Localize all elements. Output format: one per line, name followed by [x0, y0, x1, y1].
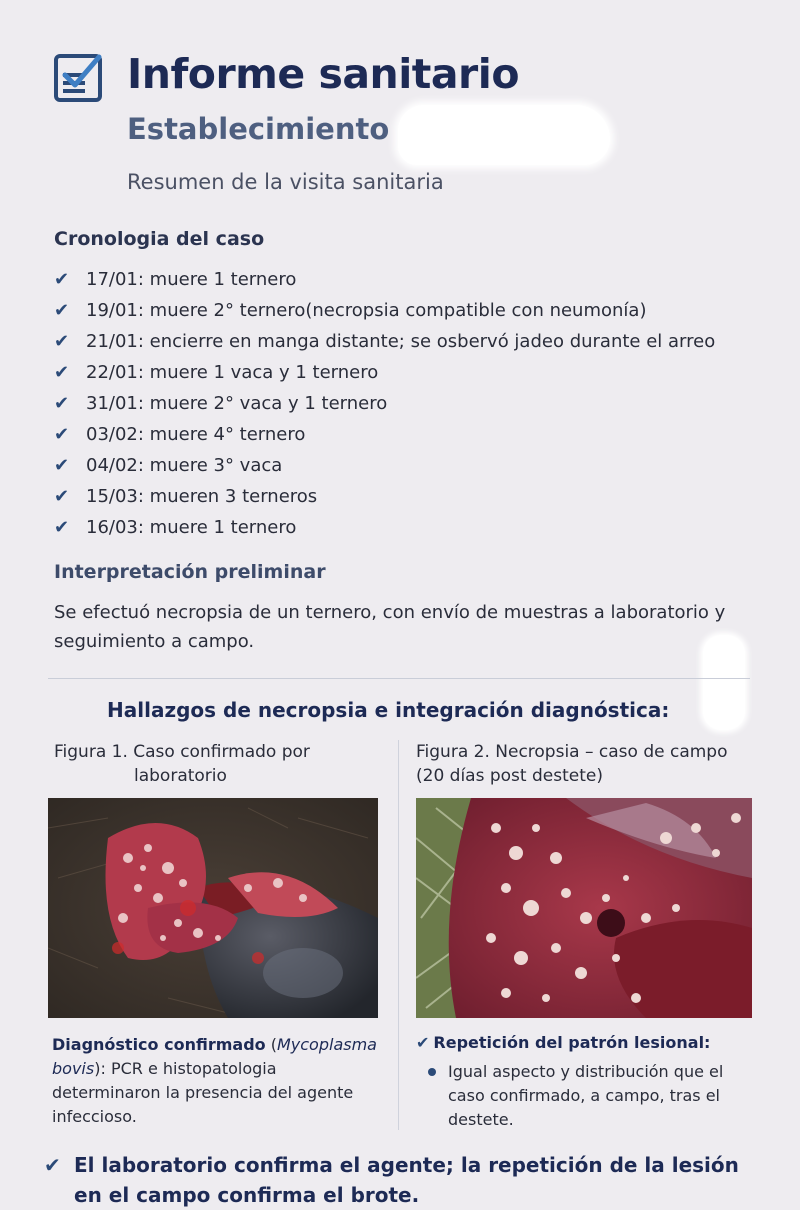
timeline-item [54, 514, 715, 545]
timeline-date: 19/01: [86, 300, 144, 321]
check-icon: ✔ [54, 300, 70, 321]
repetition-heading [416, 1033, 710, 1052]
timeline-date: 31/01: [86, 393, 144, 414]
timeline-heading: Cronologia del caso [54, 228, 265, 250]
check-icon: ✔ [44, 1153, 61, 1177]
findings-heading: Hallazgos de necropsia e integración diagnóstica: [107, 698, 670, 722]
interpretation-heading: Interpretación preliminar [54, 561, 326, 583]
timeline-text: muere 1 ternero [149, 517, 297, 538]
figure2-caption-line1: Figura 2. Necropsia – caso de campo [416, 742, 728, 762]
timeline-text: muere 2° ternero(necropsia compatible con neumonía) [149, 300, 647, 321]
timeline-date: 22/01: [86, 362, 144, 383]
conclusion-line1: El laboratorio confirma el agente; la repetición de la lesión [74, 1153, 739, 1177]
section-divider [48, 678, 750, 679]
check-icon: ✔ [54, 362, 70, 383]
diagnosis-label: Diagnóstico confirmado [52, 1035, 266, 1054]
repetition-title: Repetición del patrón lesional: [433, 1033, 711, 1052]
timeline-date: 21/01: [86, 331, 144, 352]
check-icon: ✔ [54, 424, 70, 445]
checkbox-icon [53, 53, 103, 103]
timeline-item [54, 359, 715, 390]
figure1-caption [54, 740, 310, 788]
figure1-caption-line1: Figura 1. Caso confirmado por [54, 742, 310, 762]
check-icon: ✔ [54, 486, 70, 507]
timeline-item [54, 452, 715, 483]
establishment-name: Establecimiento [127, 112, 390, 146]
figure1-caption-line2: laboratorio [134, 766, 227, 786]
timeline-item [54, 390, 715, 421]
timeline-date: 03/02: [86, 424, 144, 445]
check-icon: ✔ [54, 331, 70, 352]
timeline-date: 17/01: [86, 269, 144, 290]
redaction-mark [703, 635, 745, 730]
check-icon: ✔ [416, 1033, 430, 1052]
timeline-list [54, 266, 715, 545]
timeline-text: muere 4° ternero [149, 424, 306, 445]
timeline-text: muere 2° vaca y 1 ternero [149, 393, 388, 414]
timeline-item [54, 421, 715, 452]
necropsy-photo-field [416, 798, 752, 1018]
visit-summary: Resumen de la visita sanitaria [127, 170, 444, 194]
conclusion [44, 1150, 794, 1210]
diagnosis-paren-close: ): [94, 1059, 106, 1078]
conclusion-line2: en el campo confirma el brote. [74, 1183, 420, 1207]
check-icon: ✔ [54, 393, 70, 414]
check-icon: ✔ [54, 269, 70, 290]
interpretation-text: Se efectuó necropsia de un ternero, con envío de muestras a laboratorio y seguimiento a campo. [54, 602, 726, 652]
diagnosis-paren-open: ( [270, 1035, 277, 1054]
repetition-bullet [428, 1060, 748, 1132]
timeline-date: 16/03: [86, 517, 144, 538]
timeline-date: 04/02: [86, 455, 144, 476]
timeline-text: mueren 3 terneros [149, 486, 318, 507]
timeline-item [54, 328, 715, 359]
timeline-item [54, 483, 715, 514]
timeline-text: muere 1 ternero [149, 269, 297, 290]
timeline-text: muere 3° vaca [149, 455, 283, 476]
timeline-text: encierre en manga distante; se osbervó jadeo durante el arreo [149, 331, 716, 352]
timeline-text: muere 1 vaca y 1 ternero [149, 362, 379, 383]
diagnosis-agent: Mycoplasma bovis [52, 1035, 377, 1078]
timeline-item [54, 297, 715, 328]
figure2-caption [416, 740, 728, 788]
figure2-caption-line2: (20 días post destete) [416, 766, 603, 786]
redaction-mark [398, 105, 610, 165]
timeline-date: 15/03: [86, 486, 144, 507]
column-divider [398, 740, 399, 1130]
check-icon: ✔ [54, 455, 70, 476]
bullet-icon [428, 1068, 436, 1076]
check-icon: ✔ [54, 517, 70, 538]
timeline-item [54, 266, 715, 297]
repetition-text: Igual aspecto y distribución que el caso confirmado, a campo, tras el destete. [448, 1062, 724, 1129]
diagnosis-detail: PCR e histopatologia determinaron la presencia del agente infeccioso. [52, 1059, 354, 1126]
page-title: Informe sanitario [127, 50, 519, 98]
necropsy-photo-confirmed [48, 798, 378, 1018]
diagnosis-text [52, 1033, 387, 1129]
